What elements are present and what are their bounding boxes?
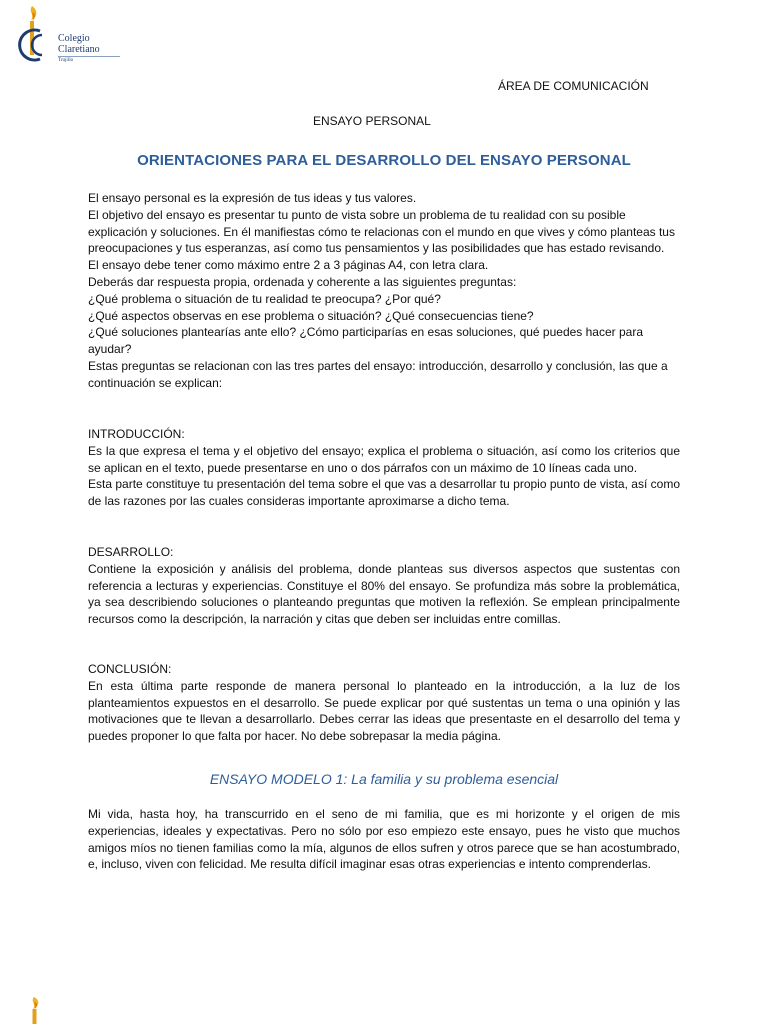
school-logo (18, 4, 128, 68)
intro-line: ¿Qué aspectos observas en ese problema o situación? ¿Qué consecuencias tiene? (88, 308, 534, 323)
page-title: ORIENTACIONES PARA EL DESARROLLO DEL ENSAYO PERSONAL (137, 152, 631, 169)
model-essay-title: ENSAYO MODELO 1: La familia y su problema esencial (209, 771, 559, 787)
essay-label: ENSAYO PERSONAL (313, 114, 431, 128)
intro-line: ¿Qué soluciones plantearías ante ello? ¿Cómo participarías en esas soluciones, qué puedes hacer para ayudar? (88, 325, 643, 357)
section-heading: CONCLUSIÓN: (88, 662, 172, 676)
logo-divider (58, 56, 120, 57)
torch-c-logo-icon (18, 4, 58, 68)
school-name-line1: Colegio (58, 33, 90, 44)
intro-line: Estas preguntas se relacionan con las tres partes del ensayo: introducción, desarrollo y conclusión, las que a continuación se explican: (88, 358, 668, 390)
intro-line: ¿Qué problema o situación de tu realidad te preocupa? ¿Por qué? (88, 291, 441, 306)
intro-block (88, 190, 680, 392)
model-essay (88, 806, 680, 873)
model-essay-paragraph: Mi vida, hasta hoy, ha transcurrido en el seno de mi familia, que es mi horizonte y el origen de mis experiencias, ideales y expectativas. Pero no sólo por eso empiezo este ensayo, pues he visto que muchos amigos míos no tienen familias como la mía, algunos de ellos sufren y otros parece que se han acostumbrado, e, incluso, viven con felicidad. Me resulta difícil imaginar esas otras experiencias e intento comprenderlas. (88, 807, 680, 872)
footer-logo (24, 996, 46, 1024)
section-paragraph: Esta parte constituye tu presentación del tema sobre el que vas a desarrollar tu propio punto de vista, así como de las razones por las cuales consideras importante aproximarse a dicho tema. (88, 477, 680, 509)
school-name (58, 33, 100, 55)
section-conclusion (88, 661, 680, 745)
school-name-line2: Claretiano (58, 44, 100, 55)
torch-icon (24, 996, 46, 1024)
intro-line: El ensayo debe tener como máximo entre 2 a 3 páginas A4, con letra clara. (88, 258, 489, 273)
section-heading: DESARROLLO: (88, 545, 174, 559)
intro-line: El objetivo del ensayo es presentar tu punto de vista sobre un problema de tu realidad con su posible explicación y soluciones. En él manifiestas cómo te relacionas con el mundo en que vives y cómo planteas tus preocupaciones y tus esperanzas, así como tus pensamientos y las posibilidades que has estado revisando. (88, 207, 675, 256)
section-introduccion (88, 426, 680, 510)
section-paragraph: En esta última parte responde de manera personal lo planteado en la introducción, a la luz de los planteamientos expuestos en el desarrollo. Se puede explicar por qué sustentas un tema o una opinión y las motivaciones que te llevan a desarrollarlo. Debes cerrar las ideas que presentaste en el desarrollo del tema y puedes proponer lo que falta por hacer. No debe sobrepasar la media página. (88, 678, 680, 744)
section-paragraph: Contiene la exposición y análisis del problema, donde planteas sus diversos aspectos que sustentas con referencia a lecturas y experiencias. Constituye el 80% del ensayo. Se profundiza más sobre la problemática, ya sea describiendo soluciones o planteando preguntas que motiven la reflexión. Se emplean principalmente recursos como la descripción, la narración y citas que deben ser incluidas entre comillas. (88, 561, 680, 627)
section-paragraph: Es la que expresa el tema y el objetivo del ensayo; explica el problema o situación, así como los criterios que se aplican en el texto, puede presentarse en uno o dos párrafos con un máximo de 10 líneas cada uno. (88, 443, 680, 475)
section-desarrollo (88, 544, 680, 628)
area-label: ÁREA DE COMUNICACIÓN (498, 79, 649, 93)
section-heading: INTRODUCCIÓN: (88, 427, 185, 441)
school-city: Trujillo (58, 58, 74, 63)
intro-line: Deberás dar respuesta propia, ordenada y coherente a las siguientes preguntas: (88, 274, 517, 289)
intro-line: El ensayo personal es la expresión de tus ideas y tus valores. (88, 191, 417, 205)
